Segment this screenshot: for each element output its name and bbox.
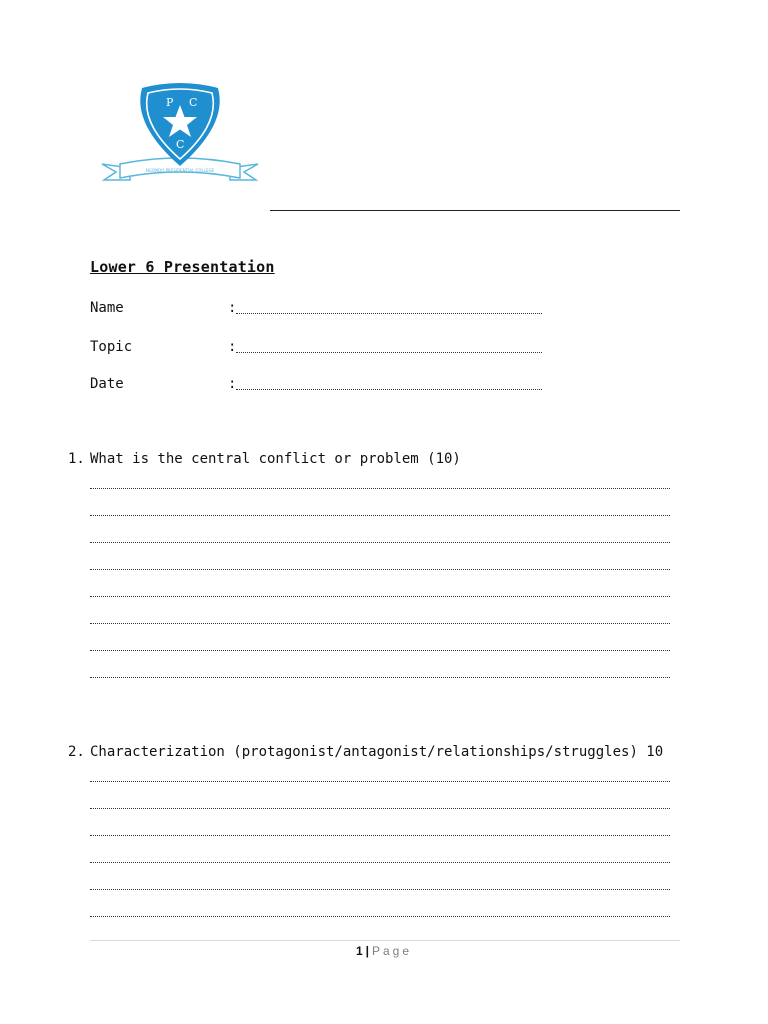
question-2 xyxy=(68,744,663,760)
name-label: Name xyxy=(90,300,124,316)
date-fill-line[interactable] xyxy=(236,389,542,390)
crest-motto: NGONDO PRESIDENTIAL COLLEGE xyxy=(145,168,215,173)
document-title: Lower 6 Presentation xyxy=(90,258,275,276)
answer-line[interactable] xyxy=(90,808,670,809)
answer-line[interactable] xyxy=(90,623,670,624)
footer-rule xyxy=(90,940,680,941)
answer-line[interactable] xyxy=(90,596,670,597)
name-fill-line[interactable] xyxy=(236,313,542,314)
date-label: Date xyxy=(90,376,124,392)
answer-line[interactable] xyxy=(90,650,670,651)
footer-separator: | xyxy=(365,944,369,958)
topic-fill-line[interactable] xyxy=(236,352,542,353)
question-1-text: What is the central conflict or problem (10) xyxy=(90,451,461,467)
answer-line[interactable] xyxy=(90,916,670,917)
answer-line[interactable] xyxy=(90,862,670,863)
crest-letter-c1: C xyxy=(189,96,198,109)
name-colon: : xyxy=(228,300,237,316)
crest-letter-c2: C xyxy=(176,138,185,151)
answer-line[interactable] xyxy=(90,515,670,516)
footer-page-word: Page xyxy=(372,944,413,958)
topic-label: Topic xyxy=(90,339,133,355)
question-1 xyxy=(68,451,461,467)
answer-line[interactable] xyxy=(90,542,670,543)
question-2-number: 2. xyxy=(68,744,85,760)
question-1-number: 1. xyxy=(68,451,85,467)
question-2-text: Characterization (protagonist/antagonist/relationships/struggles) 10 xyxy=(90,744,664,760)
answer-line[interactable] xyxy=(90,488,670,489)
school-crest-logo xyxy=(96,80,264,188)
header-rule xyxy=(270,210,680,211)
crest-letter-p: P xyxy=(166,96,174,109)
answer-line[interactable] xyxy=(90,569,670,570)
date-colon: : xyxy=(228,376,237,392)
answer-line[interactable] xyxy=(90,835,670,836)
answer-line[interactable] xyxy=(90,677,670,678)
answer-line[interactable] xyxy=(90,889,670,890)
answer-line[interactable] xyxy=(90,781,670,782)
page-footer xyxy=(0,944,768,958)
footer-page-number: 1 xyxy=(355,944,363,958)
topic-colon: : xyxy=(228,339,237,355)
